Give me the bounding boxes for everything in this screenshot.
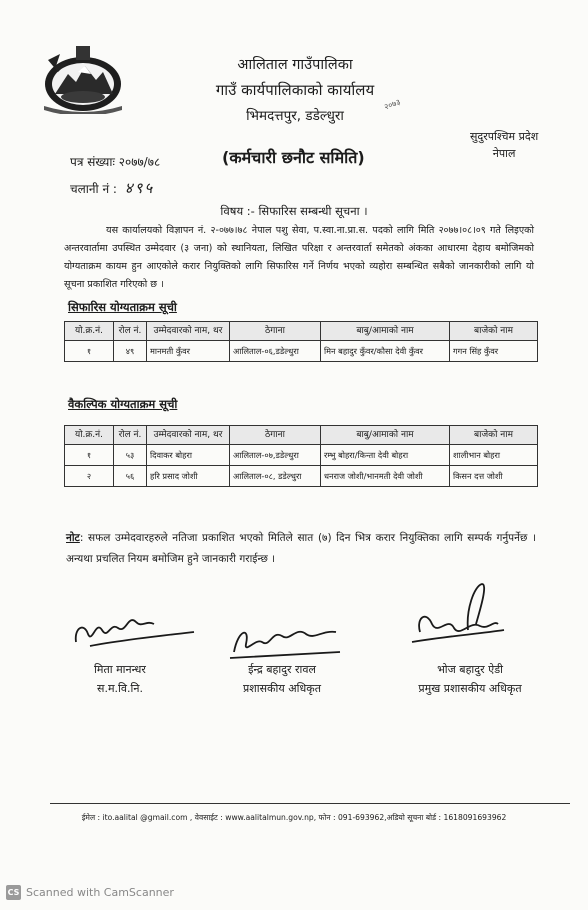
notice-body: यस कार्यालयको विज्ञापन नं. २-०७७।७८ नेपाल पशु सेवा, प.स्वा.ना.प्रा.स. पदको लागि मिति २०७७।०८।०९ गते लिइएको अन्तरवार्तामा उपस्थित उम्मेदवार (३ जना) को स्थानियता, लिखित परिक्षा र अन्तरवार्ता समेतको अंकका आधारमा देहाय बमोजिमको योग्यताक्रम कायम हुन आएकोले करार नियुक्तिको लागि सिफारिस गर्ने निर्णय भएको व्यहोरा सम्बन्धित सबैको जानकारीको लागि यो सूचना प्रकाशित गरिएको छ । bbox=[64, 225, 534, 290]
cell-address: आलिताल-०६,डडेल्धुरा bbox=[230, 341, 321, 362]
scanner-watermark bbox=[6, 885, 174, 900]
col-name: उम्मेदवारको नाम, थर bbox=[147, 322, 230, 341]
nepal-emblem-icon bbox=[38, 44, 128, 114]
recommended-table bbox=[64, 321, 538, 362]
signatory-2-name: ईन्द्र बहादुर रावल bbox=[248, 663, 316, 676]
cell-serial: २ bbox=[65, 466, 114, 487]
footer-divider bbox=[50, 803, 570, 804]
col-grandfather: बाजेको नाम bbox=[450, 322, 538, 341]
note-label: नोट bbox=[66, 532, 80, 544]
signatory-2-title: प्रशासकीय अधिकृत bbox=[243, 682, 321, 695]
patra-label: पत्र संख्याः bbox=[70, 155, 115, 169]
table-row bbox=[65, 466, 538, 487]
footer-contact: ईमेल : ito.aalital @gmail.com , वेवसाईट : www.aalitalmun.gov.np, फोन : 091-693962,अडियो सूचना बोर्ड : 1618091693962 bbox=[81, 813, 507, 822]
country-name: नेपाल bbox=[492, 147, 516, 160]
col-parents: बाबु/आमाको नाम bbox=[321, 322, 450, 341]
col-name: उम्मेदवारको नाम, थर bbox=[147, 426, 230, 445]
patra-value: २०७७/७८ bbox=[118, 155, 161, 169]
municipality-name: आलिताल गाउँपालिका bbox=[237, 57, 353, 73]
stamp-number: २०७३ bbox=[382, 97, 402, 112]
scanner-watermark-text: Scanned with CamScanner bbox=[26, 886, 174, 899]
recommended-list-title: सिफारिस योग्यताक्रम सूची bbox=[68, 300, 177, 314]
table-header-row bbox=[65, 426, 538, 445]
signatory-1-title: स.म.वि.नि. bbox=[97, 682, 143, 695]
signatory-3 bbox=[400, 660, 540, 698]
cell-address: आलिताल-०७,डडेल्धुरा bbox=[230, 445, 321, 466]
col-roll: रोल नं. bbox=[114, 426, 147, 445]
table-row bbox=[65, 445, 538, 466]
col-serial: यो.क्र.नं. bbox=[65, 322, 114, 341]
patra-sankhya bbox=[70, 153, 160, 170]
cell-serial: १ bbox=[65, 341, 114, 362]
cell-name: मानमती कुँवर bbox=[147, 341, 230, 362]
cell-grandfather: गगन सिंह कुँवर bbox=[450, 341, 538, 362]
cell-name: दिवाकर बोहरा bbox=[147, 445, 230, 466]
committee-title: (कर्मचारी छनौट समिति) bbox=[222, 148, 365, 167]
alternate-list-title: वैकल्पिक योग्यताक्रम सूची bbox=[68, 397, 178, 411]
note-paragraph bbox=[66, 528, 536, 570]
cell-grandfather: किसन दत्त जोशी bbox=[450, 466, 538, 487]
signature-1-icon bbox=[70, 600, 200, 655]
alternate-table bbox=[64, 425, 538, 487]
signatory-2 bbox=[222, 660, 342, 698]
province-block bbox=[470, 128, 538, 162]
signature-3-icon bbox=[408, 580, 508, 650]
cell-roll: ५६ bbox=[114, 466, 147, 487]
col-roll: रोल नं. bbox=[114, 322, 147, 341]
cell-roll: ५३ bbox=[114, 445, 147, 466]
camscanner-logo-icon: CS bbox=[6, 885, 21, 900]
office-name: गाउँ कार्यपालिकाको कार्यालय bbox=[215, 81, 375, 99]
cell-address: आलिताल-०८, डडेल्धुरा bbox=[230, 466, 321, 487]
col-parents: बाबु/आमाको नाम bbox=[321, 426, 450, 445]
chalani-value: ४९५ bbox=[124, 179, 155, 197]
signatory-3-title: प्रमुख प्रशासकीय अधिकृत bbox=[418, 682, 522, 695]
col-grandfather: बाजेको नाम bbox=[450, 426, 538, 445]
cell-name: हरि प्रसाद जोशी bbox=[147, 466, 230, 487]
cell-grandfather: शालीभान बोहरा bbox=[450, 445, 538, 466]
col-serial: यो.क्र.नं. bbox=[65, 426, 114, 445]
cell-serial: १ bbox=[65, 445, 114, 466]
subject-line: विषय :- सिफारिस सम्बन्धी सूचना । bbox=[220, 204, 368, 218]
chalani-label: चलानी नं : bbox=[70, 182, 117, 196]
office-address: भिमदत्तपुर, डडेल्धुरा bbox=[246, 108, 344, 124]
signatory-3-name: भोज बहादुर ऐडी bbox=[437, 663, 503, 676]
cell-parents: धनराज जोशी/भानमती देवी जोशी bbox=[321, 466, 450, 487]
signatory-1 bbox=[70, 660, 170, 698]
province-name: सुदुरपश्चिम प्रदेश bbox=[470, 130, 539, 143]
signature-2-icon bbox=[226, 612, 346, 664]
cell-roll: ४९ bbox=[114, 341, 147, 362]
signatory-1-name: मिता मानन्धर bbox=[94, 663, 146, 676]
col-address: ठेगाना bbox=[230, 426, 321, 445]
cell-parents: मिन बहादुर कुँवर/कौसा देवी कुँवर bbox=[321, 341, 450, 362]
table-header-row bbox=[65, 322, 538, 341]
col-address: ठेगाना bbox=[230, 322, 321, 341]
table-row bbox=[65, 341, 538, 362]
chalani-number bbox=[70, 178, 154, 198]
note-text: : सफल उम्मेदवारहरुले नतिजा प्रकाशित भएको मितिले सात (७) दिन भित्र करार नियुक्तिका लागि सम्पर्क गर्नुपर्नेछ । अन्यथा प्रचलित नियम बमोजिम हुने जानकारी गराईन्छ । bbox=[66, 532, 536, 565]
cell-parents: रम्भु बोहरा/किन्ता देवी बोहरा bbox=[321, 445, 450, 466]
